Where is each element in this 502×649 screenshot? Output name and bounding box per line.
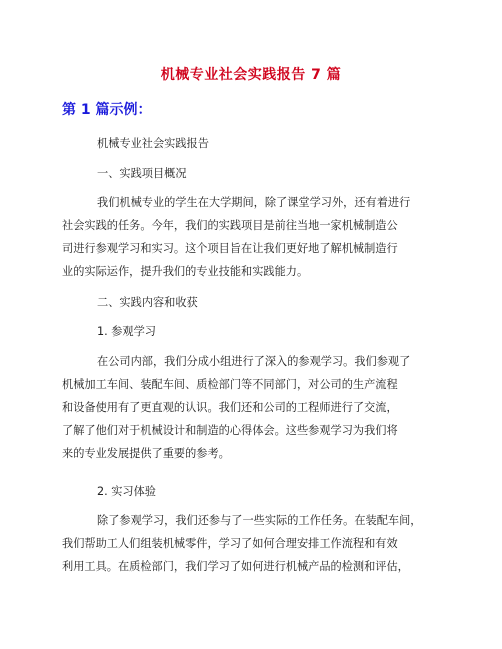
paragraph-line: 和设备使用有了更直观的认识。我们还和公司的工程师进行了交流，: [62, 401, 398, 414]
paragraph-line: 除了参观学习，我们还参与了一些实际的工作任务。在装配车间，: [97, 514, 422, 527]
paragraph-line: 机械加工车间、装配车间、质检部门等不同部门，对公司的生产流程: [62, 378, 398, 391]
paragraph-line: 利用工具。在质检部门，我们学习了如何进行机械产品的检测和评估，: [62, 560, 409, 573]
paragraph-line: 来的专业发展提供了重要的参考。: [62, 447, 230, 460]
paragraph-line: 2. 实习体验: [97, 485, 156, 498]
paragraph-line: 在公司内部，我们分成小组进行了深入的参观学习。我们参观了: [97, 355, 411, 368]
paragraph-line: 司进行参观学习和实习。这个项目旨在让我们更好地了解机械制造行: [62, 242, 398, 255]
paragraph-line: 业的实际运作，提升我们的专业技能和实践能力。: [62, 265, 309, 278]
paragraph-line: 我们机械专业的学生在大学期间，除了课堂学习外，还有着进行: [97, 196, 411, 209]
document-title: 机械专业社会实践报告 7 篇: [160, 67, 342, 83]
paragraph-line: 了解了他们对于机械设计和制造的心得体会。这些参观学习为我们将: [62, 424, 398, 437]
section-heading: 第 1 篇示例：: [62, 102, 152, 118]
paragraph-line: 我们帮助工人们组装机械零件，学习了如何合理安排工作流程和有效: [62, 537, 398, 550]
paragraph-line: 二、实践内容和收获: [97, 296, 198, 309]
paragraph-line: 社会实践的任务。今年，我们的实践项目是前往当地一家机械制造公: [62, 219, 398, 232]
paragraph-line: 机械专业社会实践报告: [97, 137, 209, 150]
paragraph-line: 1. 参观学习: [97, 325, 156, 338]
paragraph-line: 一、实践项目概况: [97, 167, 187, 180]
